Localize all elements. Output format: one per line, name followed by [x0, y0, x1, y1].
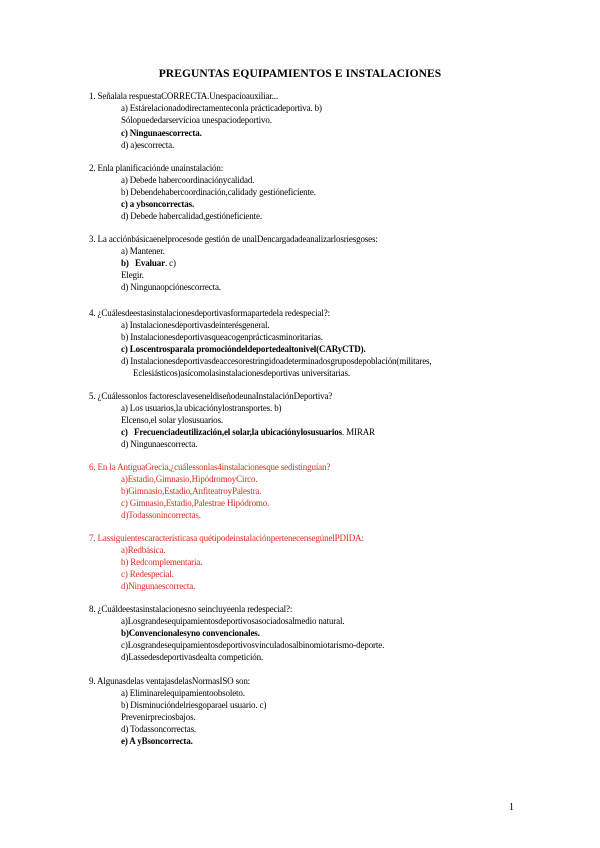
question-1-option: a) Estárelacionadodirectamenteconla prácticadeportiva. b): [121, 103, 322, 113]
page-number: 1: [509, 802, 514, 813]
question-4-option: d) Instalacionesdeportivasdeaccesorestringidoadeterminadosgruposdepoblación(militares,: [121, 356, 432, 366]
question-5: 5. ¿Cuálessonlos factoresclaveseneldiseñodeunaInstalaciónDeportiva?: [89, 391, 333, 401]
question-9: 9. Algunasdelas ventajasdelasNormasISO son:: [89, 676, 251, 686]
question-9-option: Prevenirpreciosbajos.: [121, 712, 196, 722]
question-5-option: a) Los usuarios,la ubicaciónylostransportes. b): [121, 403, 282, 413]
question-6-option: b)Gimnasio,Estadio,AnfiteatroyPalestra.: [121, 486, 262, 496]
question-5-correct-option: c) Frecuenciadeutilización,el solar,la ubicaciónylosusuarios. MIRAR: [121, 427, 375, 437]
question-6: 6. En la AntiguaGrecia,¿cuálessonlas4instalacionesque sedistinguían?: [89, 462, 331, 472]
question-7-option: a)Redbásica.: [121, 545, 166, 555]
question-6-option: a)Estadio,Gimnasio,HipódromoyCirco.: [121, 474, 258, 484]
question-9-option: b) Disminucióndelriesgoparael usuario. c): [121, 700, 267, 710]
question-8-option: a)Losgrandesequipamientosdeportivosasociadosalmedio natural.: [121, 616, 345, 626]
question-2: 2. Enla planificaciónde unainstalación:: [89, 163, 224, 173]
question-9-option: a) Eliminarelequipamientoobsoleto.: [121, 688, 245, 698]
question-9-correct-option: e) A yBsoncorrecta.: [121, 736, 193, 746]
question-1: 1. Señalala respuestaCORRECTA.Unespacioauxiliar...: [89, 91, 278, 101]
question-2-correct-option: c) a ybsoncorrectas.: [121, 199, 195, 209]
question-2-option: b) Debendehabercoordinación,calidady gestióneficiente.: [121, 187, 316, 197]
question-1-correct-option: c) Ningunaescorrecta.: [121, 128, 202, 138]
question-8-option: c)Losgrandesequipamientosdeportivosvinculadosalbinomiotarismo-deporte.: [121, 640, 385, 650]
question-7-option: b) Redcomplementaria.: [121, 557, 203, 567]
question-8-correct-option: b)Convencionalesyno convencionales.: [121, 628, 260, 638]
question-7-option: d)Ningunaescorrecta.: [121, 581, 196, 591]
question-1-option: Sólopuededarservicioa unespaciodeportivo.: [121, 115, 272, 125]
question-3-correct-option: b) Evaluar. c): [121, 258, 176, 268]
question-4-option: b) Instalacionesdeportivasqueacogenprácticasminoritarias.: [121, 332, 323, 342]
question-5-option: Elcenso,el solar ylosusuarios.: [121, 415, 223, 425]
question-8-option: d)Lassedesdeportivasdealta competición.: [121, 652, 264, 662]
question-6-option: d)Todassonincorrectas.: [121, 510, 201, 520]
question-1-option: d) a)escorrecta.: [121, 140, 175, 150]
question-3-option: Elegir.: [121, 270, 144, 280]
question-7: 7. Lassiguientescaracterísticasa quétipodeinstalaciónpertenecensegúnelPDIDA:: [89, 533, 364, 543]
question-2-option: a) Debede habercoordinaciónycalidad.: [121, 175, 255, 185]
page-title: PREGUNTAS EQUIPAMIENTOS E INSTALACIONES: [158, 68, 442, 80]
question-8: 8. ¿Cuáldeestasinstalacionesno seincluyeenla redespecial?:: [89, 604, 293, 614]
question-3: 3. La acciónbásicaenelprocesode gestión de unalDencargadadeanalizarlosriesgoses:: [89, 234, 378, 244]
question-4-option-continued: Eclesiásticos)asícomolasinstalacionesdeportivas universitarias.: [133, 368, 350, 378]
question-3-option: a) Mantener.: [121, 246, 165, 256]
question-5-option: d) Ningunaescorrecta.: [121, 439, 198, 449]
question-4-option: a) Instalacionesdeportivasdeinterésgeneral.: [121, 320, 270, 330]
question-4: 4. ¿Cuálesdeestasinstalacionesdeportivasformapartedela redespecial?:: [89, 308, 330, 318]
question-2-option: d) Debede habercalidad,gestióneficiente.: [121, 211, 262, 221]
question-6-option: c) Gimnasio,Estadio,Palestrae Hipódromo.: [121, 498, 270, 508]
question-7-option: c) Redespecial.: [121, 569, 174, 579]
question-9-option: d) Todassoncorrectas.: [121, 724, 197, 734]
question-3-option: d) Ningunaopciónescorrecta.: [121, 282, 221, 292]
question-4-correct-option: c) Loscentrosparala promocióndeldeportedealtonivel(CARyCTD).: [121, 344, 366, 354]
